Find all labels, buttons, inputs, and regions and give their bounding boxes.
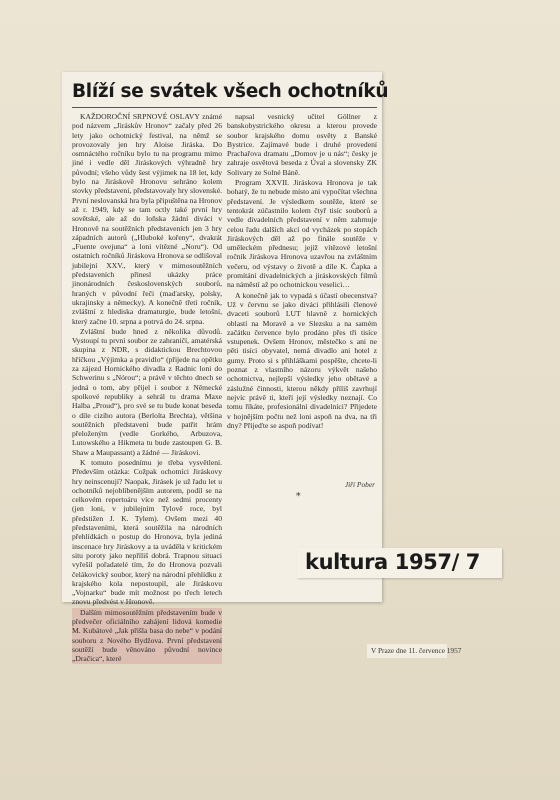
magazine-label	[297, 548, 502, 578]
article-column-left	[72, 112, 222, 664]
date-label-text: V Praze dne 11. července 1957	[371, 646, 462, 655]
headline-rule	[72, 107, 377, 108]
author-signature: Jiří Pober	[344, 480, 375, 489]
paragraph: Zvláštní bude hned z několika důvodů. Vystoupí tu první soubor ze zahraničí, amatérská skupina z NDR, s didaktickou Brechtovou hříčkou „Výjimka a pravidlo“ (přijede na opětku za zájezd Hornického divadla z Radnic loni do Schwerinu s „Nórou“; a právě v těchto dnech se jedná o tom, aby přijel i soubor z Německé spolkové republiky a sehrál tu drama Maxe Halba „Proud“), pro své se tu bude konat beseda o díle cizího autora (Berlolta Brechta), většina soutěžních představení bude patřit hrám přeloženým (vedle Gorkého, Arbuzova, Lutowského a Hikmeta tu bude zastoupen G. B. Shaw a Maupassant) a žádné — Jiráskovi.	[72, 326, 222, 457]
paragraph: KAŽDOROČNÍ SRPNOVÉ OSLAVY známé pod názvem „Jiráskův Hronov“ začaly před 26 lety jako ochotnický festival, na němž se provozovaly jen hry Aloise Jiráska. Do osmnáctého ročníku bylo tu na programu mimo jiné i vedle děl Jiráskových výhradně hry původní; všeho vůdy šest výjimek na 18 let, kdy bylo na Jiráskově Hronovu sehráno kolem stovky představení, představovaly hry slovenské. První neslovanská hra byla připuštěna na Hronov až r. 1949, kdy se tam octly také první hry sovětské, ale až do loňska žádní diváci v Hronově na soutěžních představeních jen 3 hry západních autorů („Hluboké kořeny“, dvakrát „Fuente ovejuna“ a loni vítězné „Noru“). Od ostatních ročníků Jiráskova Hronova se odlišoval jubilejní XXV., který v mimosoutěžních představeních přinesl ukázky práce jinonárodních československých souborů, hraných v původní řeči (maďarsky, polsky, ukrajinsky a německy). A konečně třetí ročník, zvláštní z hlediska dramaturgie, bude letošní, který začne 10. srpna a potrvá do 24. srpna.	[72, 112, 222, 326]
magazine-label-text: kultura 1957/ 7	[305, 550, 480, 574]
paragraph: K tomuto posednímu je třeba vysvětlení. Především otázka: Cožpak ochotníci Jiráskovy hry neinscenují? Naopak, Jirásek je už řadu let u ochotníků nejoblíbenějším autorem, podíl se na celkovém repertoáru více než sedmi procenty (jen loni, v jubilejním Tylově roce, byl předstižen J. K. Tylem). Ovšem mezi 40 představeními, která soutěžila na národních přehlídkách o postup do Hronova, byla jediná inscenace hry Jiráskovy a ta uváděla v kritickém situ poroty jako nepříliš dobrá. Trapnou situaci vyřešil pořadatelé tím, že do Hronova pozvali čelákovický soubor, který na národní přehlídku z krajského kola nepostoupil, ale Jiráskovu „Vojnarku“ bude mít možnost po třech letech znovu předvést v Hronově.	[72, 457, 222, 607]
section-separator: *	[296, 492, 301, 502]
article-headline: Blíží se svátek všech ochotníků	[72, 81, 389, 102]
article-column-right	[227, 112, 377, 492]
paragraph: napsal vesnický učitel Göllner z banskobystrického okresu a kterou provede soubor krajského domu osvěty z Banské Bystrice. Zajímavé bude i druhé provedení Prachařova dramatu „Domov je u nás“; česky je zahraje osvětová beseda z Úval a slovensky ZK Solivary ze Solné Báně.	[227, 112, 377, 177]
paragraph: Program XXVII. Jiráskova Hronova je tak bohatý, že tu nebude místo ani vypočítat všechna představení. Je výsledkem soutěže, které se tentokrát zúčastnilo kolem čtyř tisíc souborů a vedle divadelních představení v něm zahrnuje celou řadu dalších akcí od vycházek po stopách Jiráskových děl až po finále soutěže v uměleckém přednesu; jejíž vítězové letošní ročník Jiráskova Hronova uzavřou na zvláštním večeru, od výstavy o životě a díle K. Čapka a promítání divadelnických a jiráskovských filmů na náměstí až po ochotnickou veselici…	[227, 178, 377, 290]
date-label	[367, 644, 462, 658]
paragraph: A konečně jak to vypadá s účastí obecenstva? Už v červnu se jako diváci přihlásili členové dvaceti souborů LUT hlavně z hornických oblastí na Moravě a ve Slezsku a na samém začátku července bylo prodáno přes tři tisíce vstupenek. Ovšem Hronov, městečko s ani ne pěti tisíci obyvatel, nemá divadlo ani hotel z gumy. Proto si s přihláškami pospěšte, chcete-li poznat z vlastního názoru výkvět našeho ochotnictva, nejlepší výsledky jeho obětavé a záslužné činnosti, kterou někdy příliš zavrhují nejvíc právě ti, kteří její výsledky neznají. Co tomu říkáte, profesionální divadelníci? Přijedete v hojnějším počtu než loni aspoň na dva, na tři dny? Přijeďte se aspoň podívat!	[227, 290, 377, 430]
paragraph: Dalším mimosoutěžním představením bude v předvečer oficiálního zahájení lidová komedie M. Kubátové „Jak přišla basa do nebe“ v podání souboru z Nového Bydžova. První představení soutěží bude věnováno původní novince „Dračica“, které	[72, 607, 222, 664]
